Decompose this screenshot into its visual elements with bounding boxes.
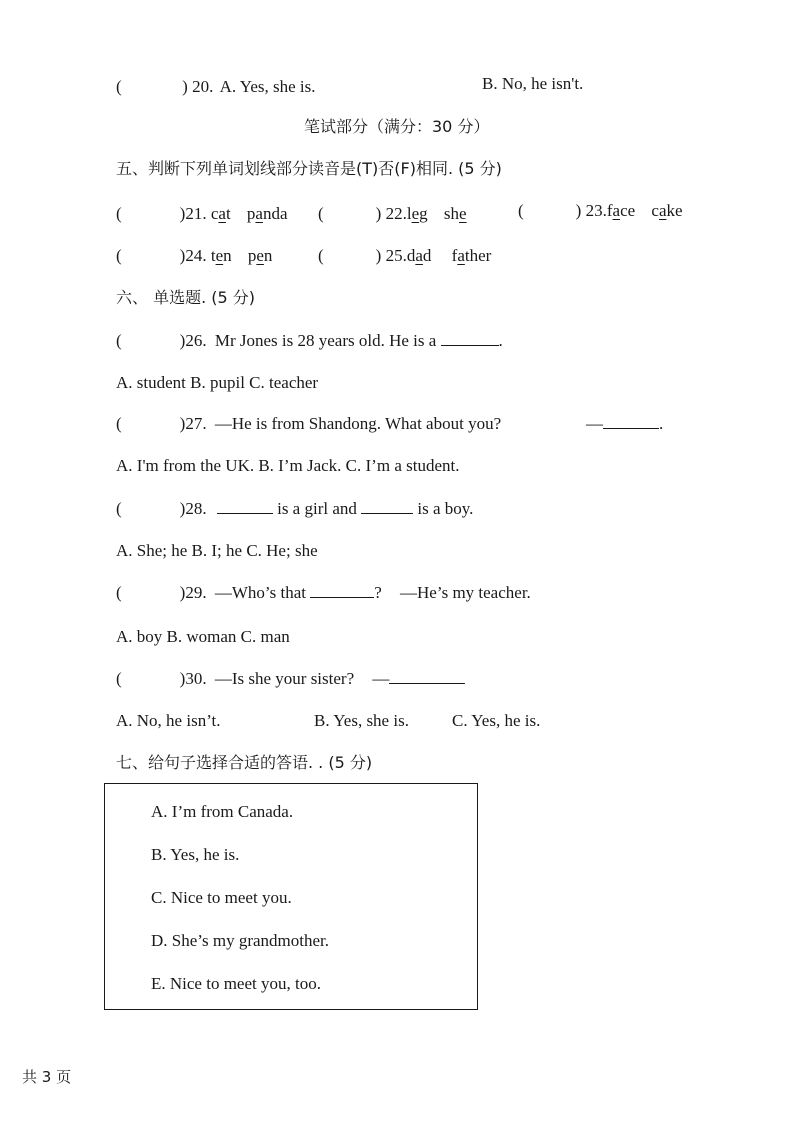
q30-option-c: C. Yes, he is. [452,711,541,730]
fill-blank[interactable] [310,583,374,598]
q30-option-a: A. No, he isn’t. [116,711,221,730]
fill-blank[interactable] [441,331,499,346]
word-2: panda [246,204,288,223]
question-text: —Is she your sister? [214,669,355,688]
word-1: dad [406,246,432,265]
word-1: face [606,201,636,220]
written-section-header: 笔试部分（满分：30 分） [304,117,490,136]
q29-options: A. boy B. woman C. man [116,627,290,646]
q28-options: A. She; he B. I; he C. He; she [116,541,318,560]
q27-answer-blank: — . [586,414,664,433]
q21-row: ( )21. cat panda [116,204,288,223]
q28-row: ( )28. is a girl and is a boy. [116,499,474,518]
q20-option-b: B. No, he isn't. [482,74,584,93]
option-a: A. Yes, she is. [219,77,316,96]
q30-option-b: B. Yes, she is. [314,711,409,730]
word-2: pen [247,246,273,265]
page-count: 共 3 页 [22,1068,72,1086]
answer-option: A. I’m from Canada. [151,802,294,821]
answer-paren-open: ( [116,77,122,96]
q26-row: ( )26. Mr Jones is 28 years old. He is a . [116,331,503,350]
fill-blank[interactable] [603,414,659,429]
q26-options: A. student B. pupil C. teacher [116,373,319,392]
fill-blank[interactable] [389,669,465,684]
word-2: father [451,246,492,265]
answer-options-box [104,783,478,1010]
word-1: cat [210,204,231,223]
question-number: ) 20. [182,77,214,96]
q24-row: ( )24. ten pen [116,246,273,265]
question-text: —He is from Shandong. What about you? [214,414,502,433]
q27-row: ( )27. —He is from Shandong. What about you? [116,414,502,433]
word-1: ten [210,246,232,265]
answer-option: E. Nice to meet you, too. [151,974,321,993]
section7-title: 七、给句子选择合适的答语. . (5 分) [116,753,373,772]
answer-option: B. Yes, he is. [151,845,240,864]
q29-row: ( )29. —Who’s that ? —He’s my teacher. [116,583,531,602]
answer-option: C. Nice to meet you. [151,888,292,907]
q30-row: ( )30. —Is she your sister? — [116,668,465,690]
given-answer: —He’s my teacher. [400,583,531,602]
word-1: leg [406,204,428,223]
q23-row: ( ) 23.face cake [518,201,683,220]
section5-title: 五、判断下列单词划线部分读音是(T)否(F)相同. (5 分) [116,159,502,178]
fill-blank[interactable] [361,499,413,514]
q27-options: A. I'm from the UK. B. I’m Jack. C. I’m a student. [116,456,460,475]
q20-row [116,76,315,98]
q25-row: ( ) 25.dad father [318,246,492,265]
word-2: cake [651,201,683,220]
word-2: she [443,204,467,223]
q22-row: ( ) 22.leg she [318,204,467,223]
fill-blank[interactable] [217,499,273,514]
answer-option: D. She’s my grandmother. [151,931,330,950]
question-text: Mr Jones is 28 years old. He is a [214,331,437,350]
question-text: —Who’s that [214,583,306,602]
section6-title: 六、 单选题. (5 分) [116,288,256,307]
